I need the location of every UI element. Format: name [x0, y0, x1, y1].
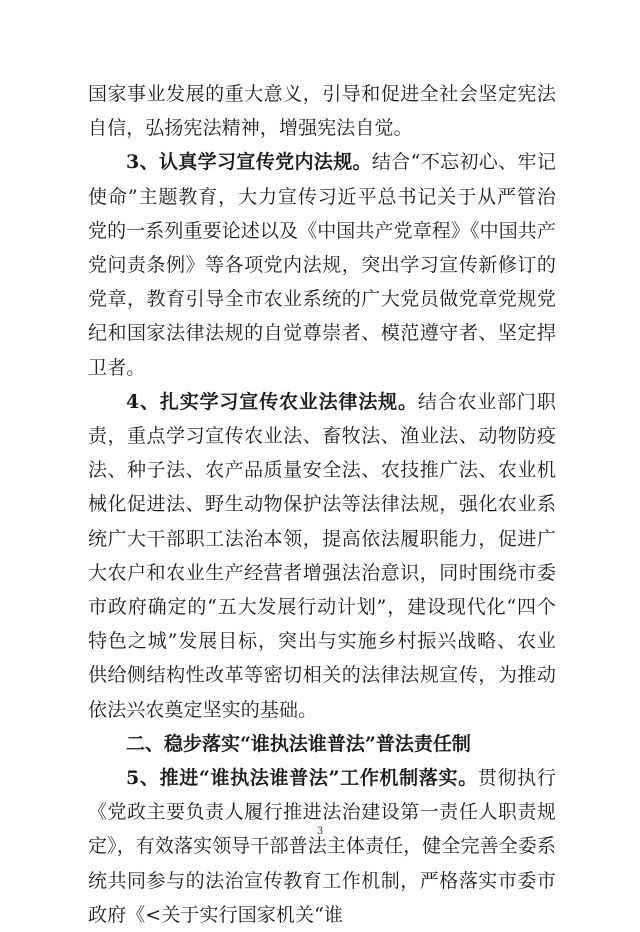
paragraph-item-5 — [88, 761, 556, 932]
page-number: 3 — [316, 826, 324, 837]
item-4-title: 4、扎实学习宣传农业法律法规。 — [126, 390, 418, 413]
paragraph-continuation: 国家事业发展的重大意义，引导和促进全社会坚定宪法自信，弘扬宪法精神，增强宪法自觉。 — [88, 83, 556, 140]
item-5-title: 5、推进“谁执法谁普法”工作机制落实。 — [126, 767, 478, 790]
section-2-heading: 二、稳步落实“谁执法谁普法”普法责任制 — [126, 732, 471, 755]
item-5-body: 贯彻执行《党政主要负责人履行推进法治建设第一责任人职责规定》，有效落实领导干部普法主体责任，健全完善全委系统共同参与的法治宣传教育工作机制，严格落实市委市政府《<关于实行国家机关“谁 — [88, 767, 557, 926]
item-4-body: 结合农业部门职责，重点学习宣传农业法、畜牧法、渔业法、动物防疫法、种子法、农产品质量安全法、农技推广法、农业机械化促进法、野生动物保护法等法律法规，强化农业系统广大干部职工法治本领，提高依法履职能力，促进广大农户和农业生产经营者增强法治意识，同时围绕市委市政府确定的“五大发展行动计划”，建设现代化“四个特色之城”发展目标，突出与实施乡村振兴战略、农业供给侧结构性改革等密切相关的法律法规宣传，为推动依法兴农奠定坚实的基础。 — [88, 390, 556, 721]
paragraph-item-4 — [88, 385, 556, 727]
document-body — [88, 77, 556, 932]
paragraph-item-3 — [88, 145, 556, 384]
item-3-title: 3、认真学习宣传党内法规。 — [126, 151, 372, 174]
item-3-body: 结合“不忘初心、牢记使命”主题教育，大力宣传习近平总书记关于从严管治党的一系列重要论述以及《中国共产党章程》《中国共产党问责条例》等各项党内法规，突出学习宣传新修订的党章，教育引导全市农业系统的广大党员做党章党规党纪和国家法律法规的自觉尊崇者、模范遵守者、坚定捍卫者。 — [88, 151, 557, 379]
